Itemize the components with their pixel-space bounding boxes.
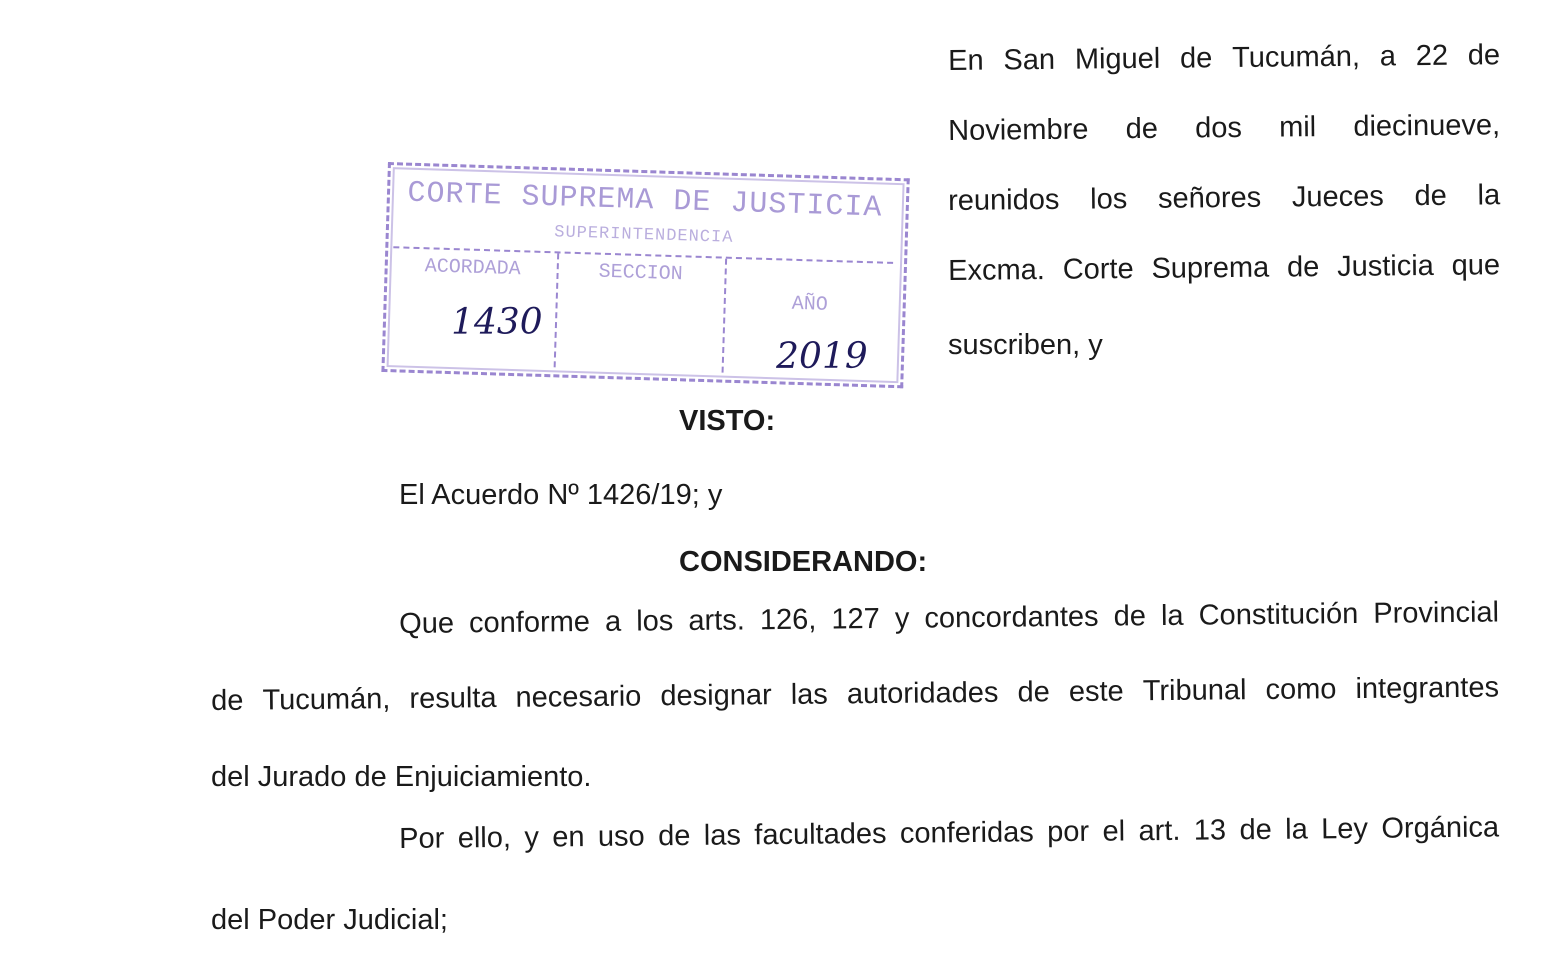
word: Corte xyxy=(1062,253,1134,286)
word: En xyxy=(948,44,984,77)
word: San xyxy=(1003,43,1056,77)
word: 126, xyxy=(759,603,817,637)
word: facultades xyxy=(754,817,887,852)
header-line-2 xyxy=(948,108,1500,148)
word: conferidas xyxy=(899,816,1034,850)
word: uso xyxy=(597,820,645,853)
word: Jueces xyxy=(1291,180,1384,214)
word: 13 xyxy=(1193,814,1227,847)
word: la xyxy=(1477,179,1501,212)
word: Orgánica xyxy=(1381,811,1500,845)
word: integrantes xyxy=(1355,671,1500,706)
word: de xyxy=(1113,600,1147,633)
court-stamp xyxy=(381,162,909,388)
word: necesario xyxy=(515,680,642,714)
word: Ley xyxy=(1321,812,1369,846)
word: la xyxy=(1160,599,1184,633)
stamp-title: CORTE SUPREMA DE JUSTICIA xyxy=(406,176,883,226)
word: resulta xyxy=(409,682,497,715)
considerando-heading: CONSIDERANDO: xyxy=(679,546,928,578)
visto-body: El Acuerdo Nº 1426/19; y xyxy=(399,479,723,511)
word: el xyxy=(1102,815,1126,848)
header-line-3 xyxy=(948,178,1500,218)
word: las xyxy=(790,678,828,711)
word: Excma. xyxy=(948,253,1046,287)
word: y xyxy=(524,821,540,854)
word: de xyxy=(657,819,691,853)
word: dos xyxy=(1194,111,1243,145)
word: como xyxy=(1265,673,1337,706)
word: y xyxy=(894,602,910,635)
word: designar xyxy=(660,679,772,713)
word: este xyxy=(1068,675,1124,709)
considerando-p1-line-2 xyxy=(211,671,1499,718)
header-line-4 xyxy=(948,248,1500,288)
word: de xyxy=(211,684,244,717)
visto-heading: VISTO: xyxy=(679,405,776,437)
considerando-p2-line-2: del Poder Judicial; xyxy=(211,904,448,936)
word: de xyxy=(1125,112,1159,146)
considerando-p1-line-1 xyxy=(399,595,1499,641)
word: Constitución xyxy=(1198,597,1359,632)
word: art. xyxy=(1138,814,1181,848)
stamp-label-anio: AÑO xyxy=(791,292,829,317)
word: de xyxy=(1414,179,1447,213)
word: de xyxy=(1179,42,1213,75)
considerando-p2-line-1 xyxy=(399,810,1499,856)
word: los xyxy=(636,605,674,638)
word: las xyxy=(703,819,742,852)
stamp-year-value: 2019 xyxy=(776,335,868,377)
word: conforme xyxy=(468,606,591,640)
word: de xyxy=(1239,813,1272,847)
word: 127 xyxy=(831,602,880,636)
word: a xyxy=(1379,40,1397,73)
word: de xyxy=(1017,676,1050,709)
word: Que xyxy=(399,607,455,640)
word: mil xyxy=(1278,111,1317,144)
stamp-subtitle: SUPERINTENDENCIA xyxy=(553,223,734,248)
header-line-5: suscriben, y xyxy=(948,329,1103,361)
word: Tribunal xyxy=(1142,674,1247,708)
word: Noviembre xyxy=(948,113,1089,147)
word: señores xyxy=(1157,181,1262,215)
word: Suprema xyxy=(1151,251,1270,285)
word: Tucumán, xyxy=(1231,40,1361,75)
word: la xyxy=(1285,813,1308,846)
word: Provincial xyxy=(1373,596,1500,630)
word: de xyxy=(1286,251,1320,284)
word: Tucumán, xyxy=(262,683,391,717)
word: los xyxy=(1090,183,1128,216)
word: de xyxy=(1467,39,1501,72)
word: Justicia xyxy=(1336,249,1435,283)
stamp-label-seccion: SECCION xyxy=(598,260,683,287)
word: en xyxy=(552,821,585,854)
word: Por xyxy=(399,822,445,855)
header-line-1 xyxy=(948,38,1500,78)
word: 22 xyxy=(1415,39,1449,73)
word: ello, xyxy=(457,821,512,855)
word: a xyxy=(604,605,622,638)
word: diecinueve, xyxy=(1353,109,1501,143)
word: autoridades xyxy=(846,676,999,711)
word: concordantes xyxy=(924,600,1099,635)
word: arts. xyxy=(688,604,745,637)
word: Miguel xyxy=(1074,42,1161,76)
word: por xyxy=(1047,815,1090,849)
stamp-label-acordada: ACORDADA xyxy=(424,255,522,282)
word: reunidos xyxy=(948,183,1060,217)
word: que xyxy=(1451,249,1501,282)
considerando-p1-line-3: del Jurado de Enjuiciamiento. xyxy=(211,761,592,793)
stamp-acordada-number: 1430 xyxy=(450,301,543,343)
